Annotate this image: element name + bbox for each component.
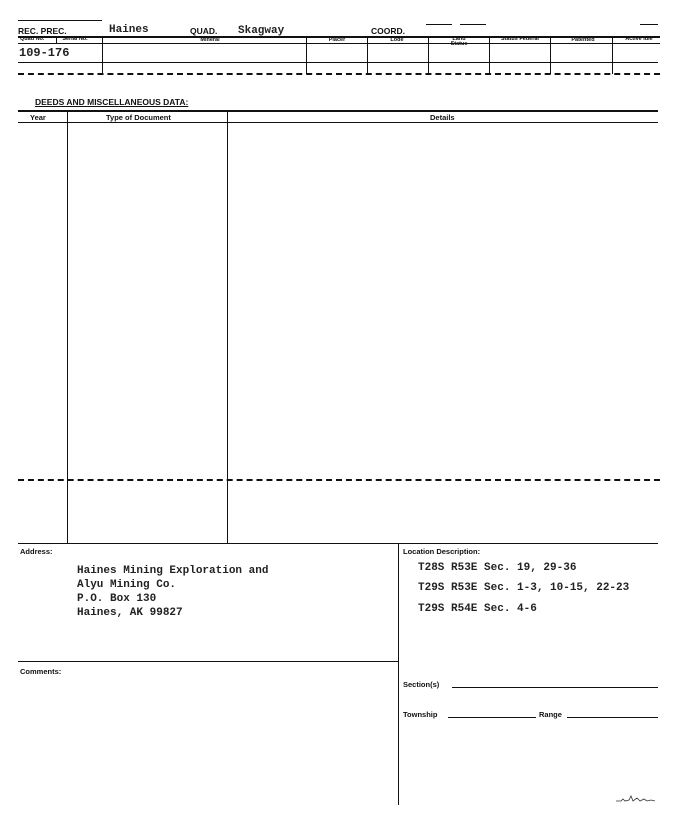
divider	[428, 36, 429, 74]
township-label: Township	[403, 710, 438, 719]
quad-label: QUAD.	[190, 26, 218, 36]
divider	[367, 36, 368, 74]
divider	[489, 36, 490, 74]
address-line: Haines, AK 99827	[77, 607, 183, 619]
record-row-rule	[18, 62, 658, 63]
col-status-federal: Status Federal	[501, 36, 539, 42]
header-top-rule	[18, 20, 102, 21]
address-location-divider	[398, 543, 399, 805]
location-line: T28S R53E Sec. 19, 29-36	[418, 562, 577, 574]
record-row-dashed-rule	[18, 73, 660, 75]
comments-top-rule	[18, 661, 398, 662]
col-serial-no: Serial No.	[62, 36, 88, 42]
col-details: Details	[430, 113, 455, 122]
quad-serial-value: 109-176	[19, 46, 70, 60]
address-line: Alyu Mining Co.	[77, 579, 177, 591]
sections-label: Section(s)	[403, 680, 440, 689]
col-quad-no: Quad No.	[20, 36, 45, 42]
header-top-rule-right	[426, 24, 452, 25]
divider	[306, 36, 307, 74]
col-land-status: Land Status	[450, 36, 468, 47]
address-label: Address:	[20, 547, 53, 556]
deeds-bottom-rule	[18, 543, 658, 544]
col-lode: Lode	[390, 37, 404, 43]
col-mineral: Mineral	[200, 37, 220, 43]
location-description-label: Location Description:	[403, 547, 481, 556]
divider	[56, 36, 57, 44]
scan-mark-icon	[615, 794, 659, 804]
col-patented: Patented	[571, 37, 595, 43]
range-label: Range	[539, 710, 562, 719]
header-top-rule-right	[640, 24, 658, 25]
address-line: P.O. Box 130	[77, 593, 157, 605]
sections-blank-line	[452, 687, 658, 688]
location-line: T29S R53E Sec. 1-3, 10-15, 22-23	[418, 582, 630, 594]
rec-prec-label: REC. PREC.	[18, 26, 67, 36]
township-blank-line	[448, 717, 536, 718]
range-blank-line	[567, 717, 658, 718]
divider	[102, 36, 103, 74]
coord-label: COORD.	[371, 26, 405, 36]
deeds-dashed-rule	[18, 479, 660, 481]
quad-value: Skagway	[238, 25, 285, 37]
header-top-rule-right	[460, 24, 486, 25]
rec-prec-value: Haines	[109, 24, 149, 36]
comments-label: Comments:	[20, 667, 62, 676]
header-band-bottom	[18, 43, 660, 44]
divider	[612, 36, 613, 74]
col-year: Year	[30, 113, 46, 122]
deeds-header-top	[18, 110, 658, 112]
location-line: T29S R54E Sec. 4-6	[418, 603, 537, 615]
address-line: Haines Mining Exploration and	[77, 565, 269, 577]
col-placer: Placer	[328, 37, 346, 43]
col-active-idle: Active Idle	[625, 36, 653, 42]
col-type-of-document: Type of Document	[106, 113, 171, 122]
deeds-section-title: DEEDS AND MISCELLANEOUS DATA:	[35, 97, 189, 107]
divider	[550, 36, 551, 74]
deeds-header-bottom	[18, 122, 658, 123]
